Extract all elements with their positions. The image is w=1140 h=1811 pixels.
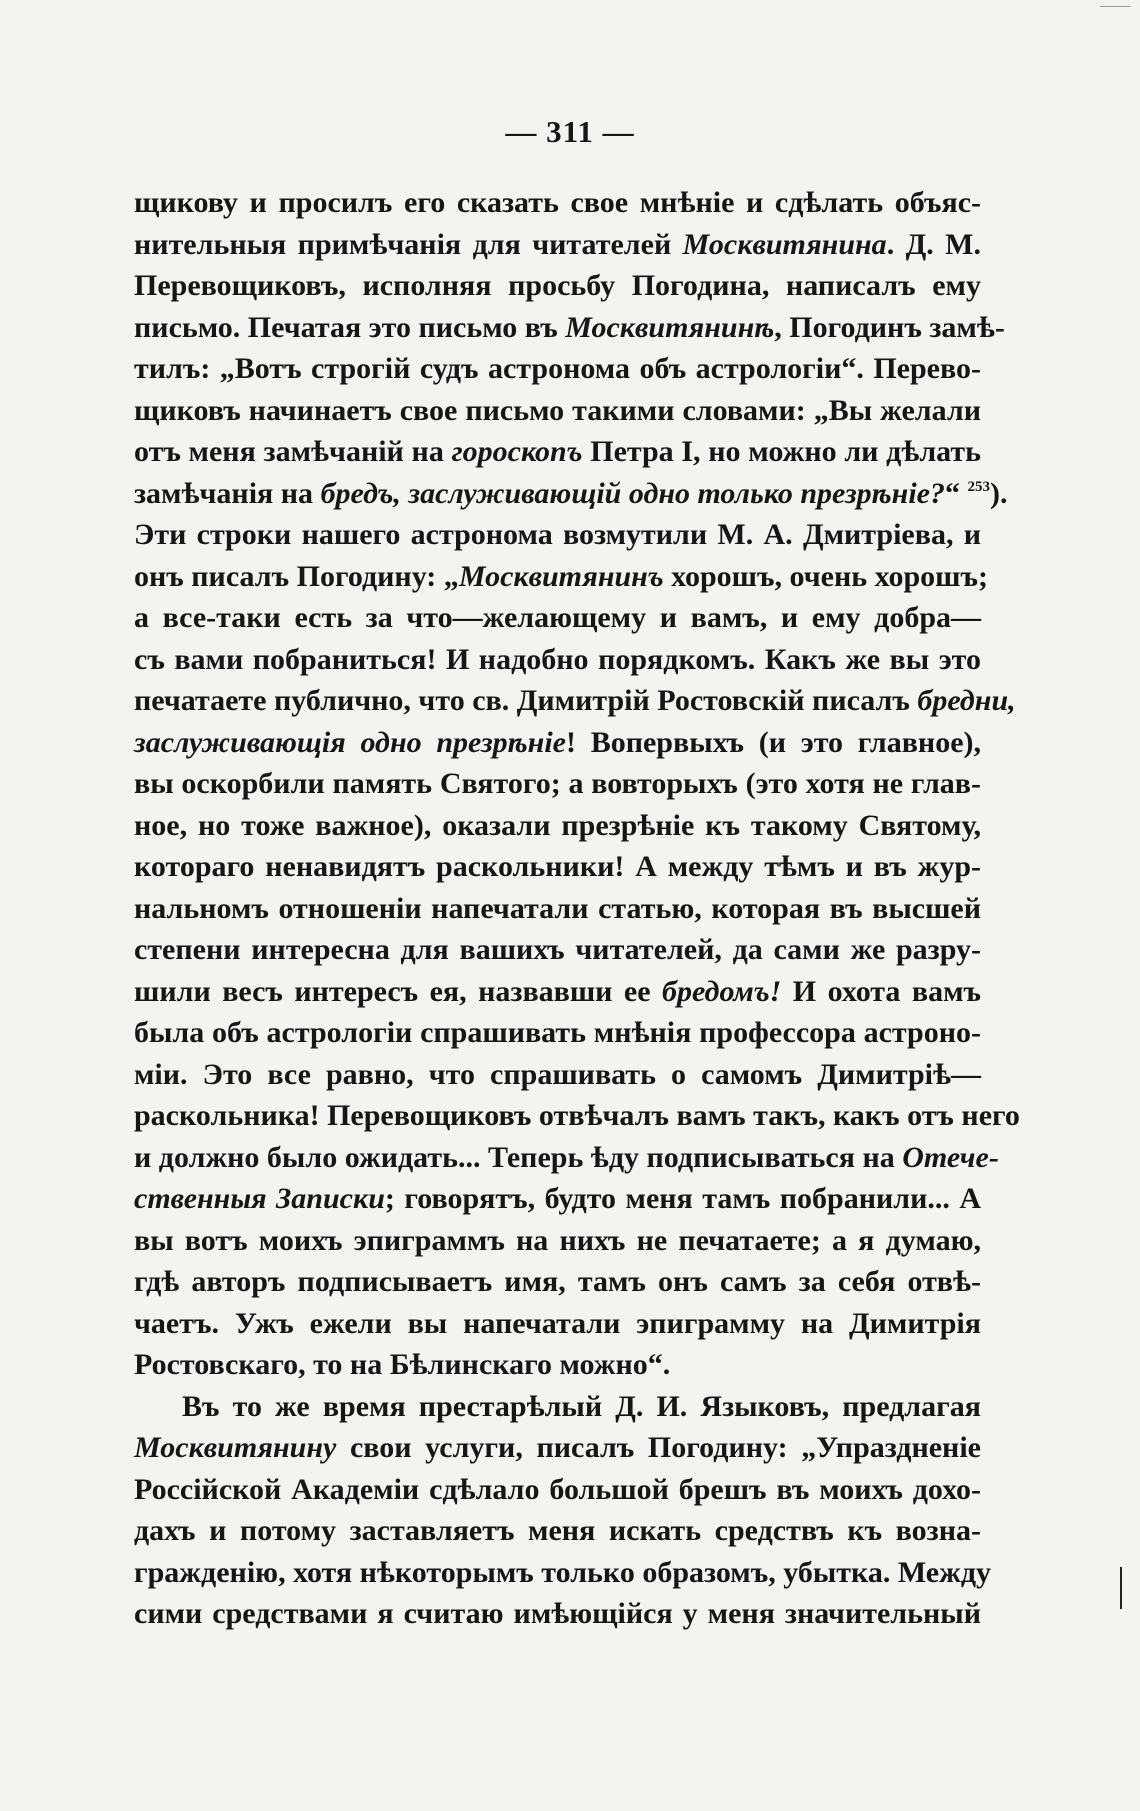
text-line [134, 348, 981, 390]
text-span: ). [989, 476, 1008, 510]
text-span: свои услуги, писалъ Погодину: „Упраздненіе [336, 1431, 981, 1464]
text-line [134, 1303, 981, 1345]
text-line [134, 1054, 981, 1096]
text-line [134, 1012, 981, 1054]
text-line [134, 1137, 999, 1179]
text-span: раскольника! Перевощиковъ отвѣчалъ вамъ такъ, какъ отъ него [134, 1099, 1020, 1132]
text-line [134, 929, 981, 971]
text-span: степени интересна для вашихъ читателей, да сами же разру- [134, 933, 981, 966]
text-line [134, 971, 981, 1013]
text-line [134, 1261, 981, 1303]
text-span: вы вотъ моихъ эпиграммъ на нихъ не печатаете; а я думаю, [134, 1223, 981, 1257]
text-span: , Погодинъ замѣ- [774, 310, 1005, 344]
text-span: и должно было ожидать... Теперь ѣду подписываться на [134, 1140, 903, 1174]
scan-edge-mark [1120, 1567, 1122, 1609]
text-span: Россійской Академіи сдѣлало большой брешъ въ моихъ дохо- [134, 1472, 981, 1506]
text-line [134, 846, 981, 888]
text-span: сими средствами я считаю имѣющійся у меня значительный [134, 1597, 981, 1630]
text-span: вы оскорбили память Святого; а вовторыхъ (это хотя не глав- [134, 767, 981, 800]
text-line [134, 1095, 1020, 1137]
italic-text: бредни, [917, 684, 1016, 717]
text-line [134, 722, 981, 764]
text-span: ное, но тоже важное), оказали презрѣніе къ такому Святому, [134, 808, 981, 842]
italic-text: заслуживающія одно презрѣніе [134, 725, 566, 759]
page-number: — 311 — [505, 114, 635, 149]
text-span: Въ то же время престарѣлый Д. И. Языковъ, предлагая [182, 1389, 981, 1423]
text-line [134, 265, 981, 307]
text-line [134, 1386, 981, 1428]
footnote-reference: 253 [967, 478, 990, 495]
text-span: ! Вопервыхъ (и это главное), [565, 725, 981, 759]
text-line [134, 1344, 981, 1386]
italic-text: Москвитянинѣ [565, 310, 775, 344]
text-span: Петра I, но можно ли дѣлать [582, 435, 981, 468]
text-span: Перевощиковъ, исполняя просьбу Погодина, написалъ ему [134, 269, 981, 302]
italic-text: Москвитянинъ [458, 559, 664, 593]
text-line [134, 1427, 981, 1469]
text-span: нительныя примѣчанія для читателей [134, 227, 683, 261]
text-span: міи. Это все равно, что спрашивать о самомъ Димитріѣ— [134, 1057, 981, 1091]
italic-text: гороскопъ [451, 435, 583, 468]
text-span: дахъ и потому заставляетъ меня искать средствъ къ возна- [134, 1514, 981, 1547]
text-line [134, 473, 1008, 515]
italic-text: Москвитянину [134, 1431, 337, 1464]
text-span: И охота вамъ [781, 974, 981, 1008]
text-span: чаетъ. Ужъ ежели вы напечатали эпиграмму на Димитрія [134, 1306, 981, 1340]
text-line [134, 307, 1005, 349]
text-span: нальномъ отношеніи напечатали статью, которая въ высшей [134, 891, 981, 925]
text-span: Ростовскаго, то на Бѣлинскаго можно“. [134, 1348, 671, 1381]
text-line [134, 1510, 981, 1552]
text-span: хорошъ, очень хорошъ; [663, 559, 988, 593]
text-span: тилъ: „Вотъ строгій судъ астронома объ астрологіи“. Перево- [134, 352, 981, 385]
text-line [134, 1552, 991, 1594]
text-line [134, 1469, 981, 1511]
text-span: отъ меня замѣчаній на [134, 435, 452, 468]
text-line [134, 1220, 981, 1262]
text-line [134, 224, 981, 266]
text-span: гдѣ авторъ подписываетъ имя, тамъ онъ самъ за себя отвѣ- [134, 1265, 981, 1298]
text-line [134, 390, 981, 432]
text-line [134, 597, 981, 639]
italic-text: Отече- [902, 1140, 999, 1174]
italic-text: Москвитянина [682, 227, 887, 261]
italic-text: бредъ, заслуживающій одно только презрѣніе? [320, 476, 945, 510]
text-span: а все-таки есть за что—желающему и вамъ, и ему добра— [134, 601, 981, 634]
text-line [134, 1593, 981, 1635]
text-span: ; говорятъ, будто меня тамъ побранили... А [384, 1182, 982, 1215]
text-line [134, 763, 981, 805]
text-line [134, 431, 981, 473]
text-span: щикову и просилъ его сказать свое мнѣніе и сдѣлать объяс- [134, 186, 981, 219]
italic-text: бредомъ! [662, 974, 782, 1008]
text-span: шили весъ интересъ ея, назвавши ее [134, 974, 663, 1008]
text-line [134, 805, 981, 847]
text-span: гражденію, хотя нѣкоторымъ только образомъ, убытка. Между [134, 1555, 991, 1589]
italic-text: ственныя Записки [134, 1182, 385, 1215]
text-span: “ [944, 476, 968, 510]
text-span: щиковъ начинаетъ свое письмо такими словами: „Вы желали [134, 393, 981, 427]
text-line [134, 680, 1016, 722]
scan-corner-mark [1100, 6, 1130, 7]
text-span: котораго ненавидятъ раскольники! А между тѣмъ и въ жур- [134, 850, 981, 883]
text-line [134, 556, 988, 598]
body-text [134, 182, 1020, 1635]
text-line [134, 182, 981, 224]
text-line [134, 1178, 981, 1220]
text-span: онъ писалъ Погодину: „ [134, 559, 459, 593]
text-span: письмо. Печатая это письмо въ [134, 310, 566, 344]
text-span: съ вами побраниться! И надобно порядкомъ. Какъ же вы это [134, 642, 981, 676]
text-span: Эти строки нашего астронома возмутили М. А. Дмитріева, и [134, 518, 981, 551]
text-line [134, 514, 981, 556]
text-line [134, 639, 981, 681]
text-span: . Д. М. [886, 227, 981, 261]
text-span: печатаете публично, что св. Димитрій Ростовскій писалъ [134, 684, 918, 717]
text-line [134, 888, 981, 930]
text-span: замѣчанія на [134, 476, 321, 510]
text-span: была объ астрологіи спрашивать мнѣнія профессора астроно- [134, 1016, 981, 1049]
